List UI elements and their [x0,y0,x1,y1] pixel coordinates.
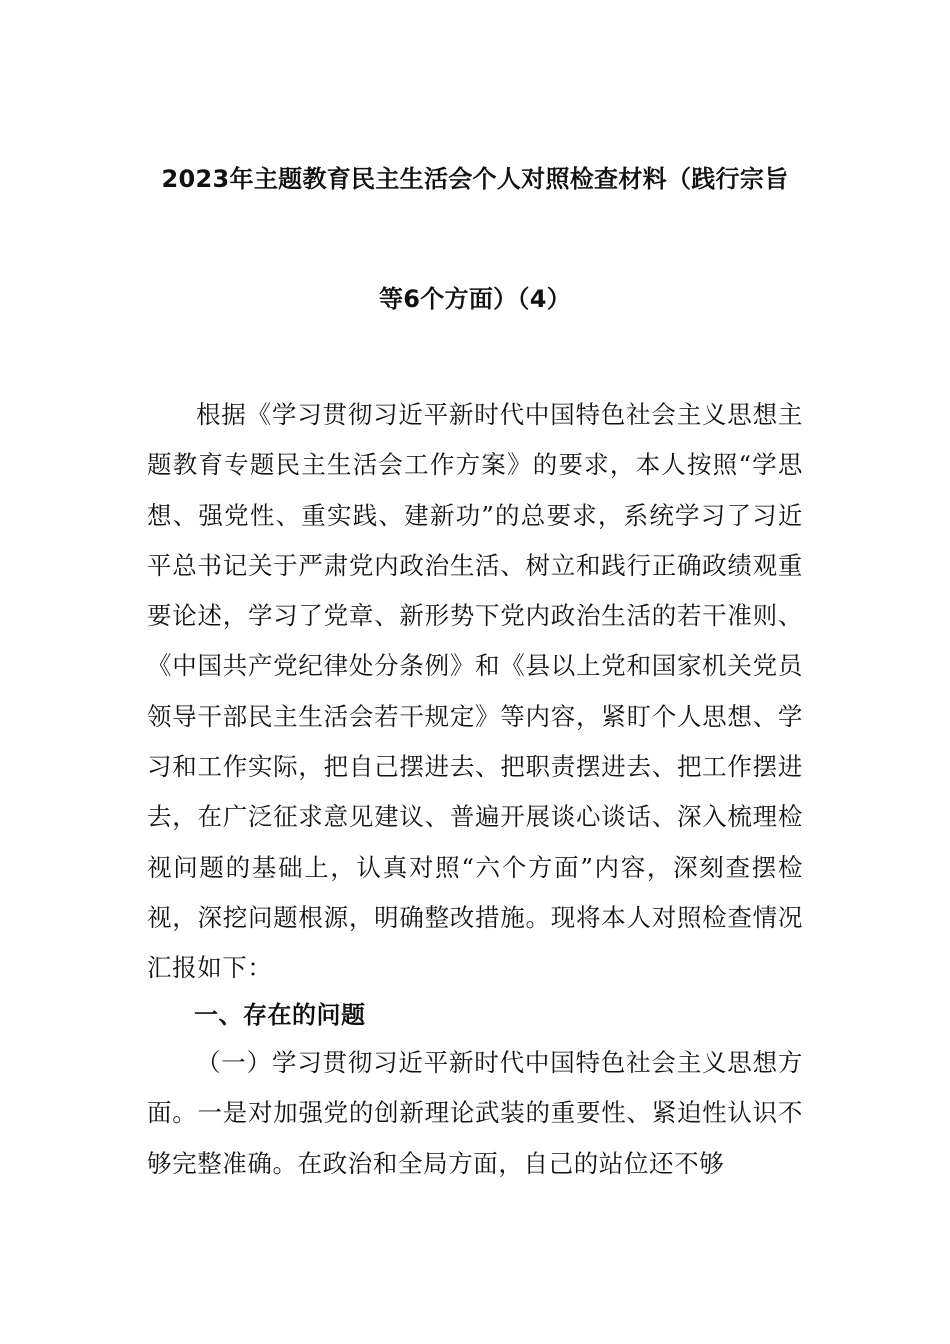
intro-paragraph: 根据《学习贯彻习近平新时代中国特色社会主义思想主题教育专题民主生活会工作方案》的要求，本人按照“学思想、强党性、重实践、建新功”的总要求，系统学习了习近平总书记关于严肃党内政治生活、树立和践行正确政绩观重要论述，学习了党章、新形势下党内政治生活的若干准则、《中国共产党纪律处分条例》和《县以上党和国家机关党员领导干部民主生活会若干规定》等内容，紧盯个人思想、学习和工作实际，把自己摆进去、把职责摆进去、把工作摆进去，在广泛征求意见建议、普遍开展谈心谈话、深入梳理检视问题的基础上，认真对照“六个方面”内容，深刻查摆检视，深挖问题根源，明确整改措施。现将本人对照检查情况汇报如下： [147,400,803,983]
section-paragraph-1: （一）学习贯彻习近平新时代中国特色社会主义思想方面。一是对加强党的创新理论武装的重要性、紧迫性认识不够完整准确。在政治和全局方面，自己的站位还不够 [147,1048,803,1178]
document-title-line-2: 等6个方面）（4） [378,285,572,313]
section-heading-problems: 一、存在的问题 [194,1001,366,1029]
document-title-line-1: 2023年主题教育民主生活会个人对照检查材料（践行宗旨 [161,165,789,193]
